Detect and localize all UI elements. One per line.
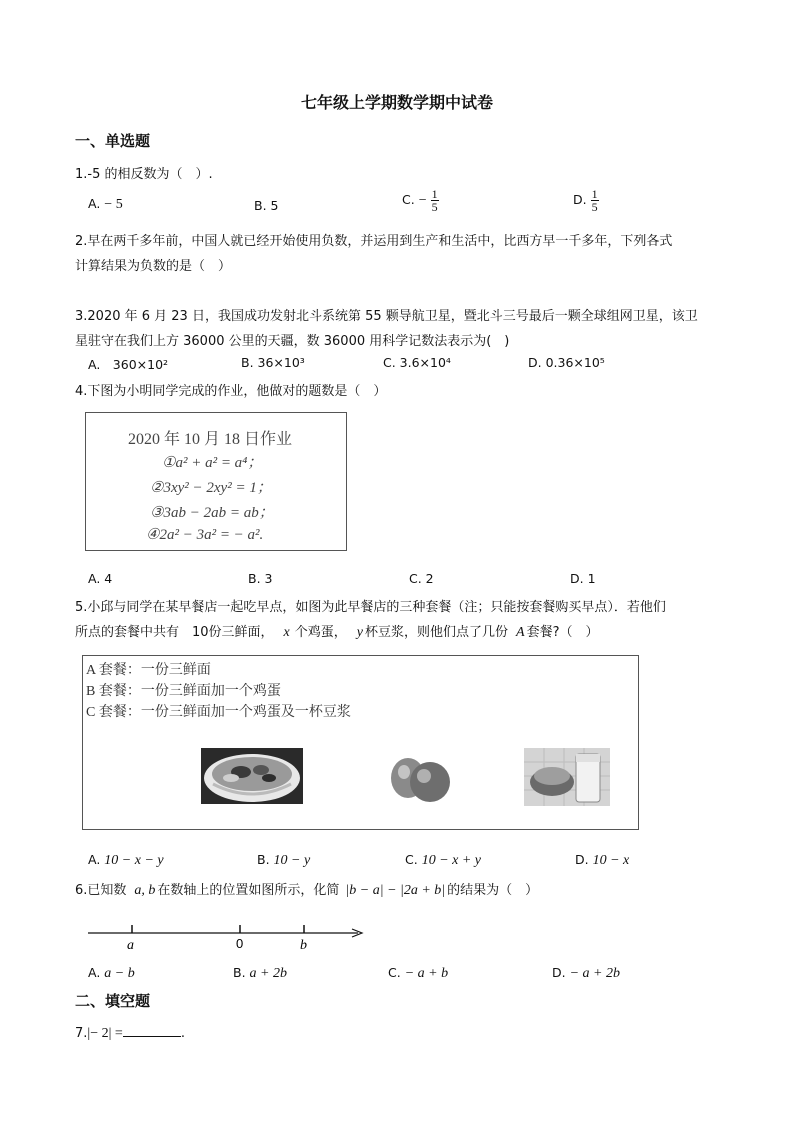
q6-option-b[interactable] (233, 965, 287, 982)
q1-option-c-label: C. (402, 192, 415, 207)
q5-option-b[interactable] (257, 852, 310, 869)
q6-option-c-label: C. (388, 965, 401, 980)
homework-title: 2020 年 10 月 18 日作业 (128, 431, 293, 448)
q5-option-d-label: D. (575, 852, 589, 867)
q4-option-c[interactable]: C. 2 (409, 571, 434, 586)
homework-item-2: ②3xy² − 2xy² = 1； (150, 480, 272, 496)
q1-option-c-sign: − (418, 193, 427, 208)
eggs-icon (388, 754, 454, 804)
q5-var-a: A (516, 625, 525, 640)
q5-option-b-label: B. (257, 852, 270, 867)
q6-expression: |b − a| − |2a + b| (345, 883, 446, 898)
q5-option-a[interactable] (88, 852, 164, 869)
q5-text-part-a: 所点的套餐中共有 10份三鲜面， (75, 625, 274, 640)
question-2-line-2: 计算结果为负数的是（ ） (75, 259, 232, 274)
axis-label-b: b (300, 938, 307, 953)
q5-option-d[interactable] (575, 852, 629, 869)
q6-option-c-value: − a + b (404, 966, 449, 981)
q1-option-c-fraction (431, 188, 439, 213)
section-heading-single-choice: 一、单选题 (75, 132, 151, 150)
q5-var-x: x (283, 625, 290, 640)
q5-var-y: y (356, 625, 363, 640)
question-1-stem: 1.-5 的相反数为（ ）. (75, 167, 213, 182)
q1-option-a[interactable] (88, 196, 123, 213)
number-line-diagram (86, 918, 368, 954)
question-3-line-2: 星驻守在我们上方 36000 公里的天疆，数 36000 用科学记数法表示为( ) (75, 334, 510, 349)
soy-milk-icon (524, 748, 610, 806)
q1-option-a-value: − 5 (104, 197, 123, 212)
axis-label-a: a (127, 938, 134, 953)
question-2-line-1: 2.早在两千多年前，中国人就已经开始使用负数，并运用到生产和生活中，比西方早一千多年，下列各式 (75, 234, 673, 249)
q1-option-d-numerator: 1 (591, 187, 598, 201)
q5-option-c-label: C. (405, 852, 418, 867)
page-title: 七年级上学期数学期中试卷 (300, 93, 493, 112)
homework-item-4: ④2a² − 3a² = − a². (146, 527, 264, 543)
menu-set-b: B 套餐：一份三鲜面加一个鸡蛋 (86, 684, 281, 699)
q5-option-a-label: A. (88, 852, 101, 867)
q6-option-b-value: a + 2b (249, 966, 287, 981)
q5-option-c-value: 10 − x + y (421, 853, 482, 868)
q1-option-c-denominator: 5 (431, 200, 438, 214)
q3-option-a[interactable]: A. 360×10² (88, 357, 169, 372)
q6-option-c[interactable] (388, 965, 448, 982)
q6-text-part-b: 在数轴上的位置如图所示，化简 (157, 883, 340, 898)
q6-option-d-value: − a + 2b (569, 966, 620, 981)
q5-text-part-d: 套餐?（ ） (526, 625, 599, 640)
q3-option-b[interactable]: B. 36×10³ (241, 355, 305, 370)
q6-option-b-label: B. (233, 965, 246, 980)
homework-item-3: ③3ab − 2ab = ab； (150, 505, 274, 521)
q6-option-d[interactable] (552, 965, 620, 982)
q6-option-a-value: a − b (104, 966, 135, 981)
q5-text-part-c: 杯豆浆，则他们点了几份 (365, 625, 509, 640)
q6-option-d-label: D. (552, 965, 566, 980)
q4-option-a[interactable]: A. 4 (88, 571, 113, 586)
q7-expression: |− 2| = (87, 1026, 123, 1041)
q5-option-a-value: 10 − x − y (104, 853, 164, 868)
q5-option-c[interactable] (405, 852, 481, 869)
q7-answer-blank[interactable] (123, 1024, 181, 1037)
q4-option-b[interactable]: B. 3 (248, 571, 273, 586)
question-6-stem (75, 879, 538, 899)
q4-option-d[interactable]: D. 1 (570, 571, 596, 586)
question-7 (75, 1024, 185, 1042)
breakfast-menu-image (82, 655, 639, 830)
q7-number: 7. (75, 1026, 88, 1041)
q1-option-c[interactable] (402, 188, 439, 213)
question-3-line-1: 3.2020 年 6 月 23 日，我国成功发射北斗系统第 55 颗导航卫星，暨北斗三号最后一颗全球组网卫星，该卫 (75, 309, 698, 324)
section-heading-fill-in: 二、填空题 (75, 992, 151, 1010)
q1-option-b[interactable]: B. 5 (254, 198, 279, 213)
q5-option-b-value: 10 − y (273, 853, 311, 868)
q1-option-d-denominator: 5 (591, 200, 598, 214)
q3-option-c[interactable]: C. 3.6×10⁴ (383, 355, 451, 370)
question-4-stem: 4.下图为小明同学完成的作业，他做对的题数是（ ） (75, 384, 387, 399)
homework-image (85, 412, 347, 551)
q6-text-part-a: 6.已知数 (75, 883, 127, 898)
q6-text-part-c: 的结果为（ ） (447, 883, 539, 898)
menu-set-a: A 套餐：一份三鲜面 (86, 663, 211, 678)
menu-set-c: C 套餐：一份三鲜面加一个鸡蛋及一杯豆浆 (86, 705, 351, 720)
q6-option-a-label: A. (88, 965, 101, 980)
question-5-line-1: 5.小邱与同学在某早餐店一起吃早点，如图为此早餐店的三种套餐（注；只能按套餐购买早点）．若他们 (75, 600, 666, 615)
noodle-bowl-icon (201, 748, 303, 804)
q1-option-a-label: A. (88, 196, 101, 211)
q5-option-d-value: 10 − x (592, 853, 630, 868)
q6-option-a[interactable] (88, 965, 135, 982)
q3-option-d[interactable]: D. 0.36×10⁵ (528, 355, 605, 370)
q1-option-d-fraction (591, 188, 599, 213)
homework-item-1: ①a² + a² = a⁴； (162, 455, 263, 471)
q5-text-part-b: 个鸡蛋， (294, 625, 347, 640)
axis-label-zero: 0 (236, 936, 244, 951)
q6-vars-ab: a, b (134, 883, 156, 898)
q1-option-d[interactable] (573, 188, 599, 213)
question-5-line-2 (75, 621, 598, 641)
q1-option-c-numerator: 1 (431, 187, 438, 201)
q1-option-d-label: D. (573, 192, 587, 207)
q7-period: . (180, 1026, 185, 1041)
